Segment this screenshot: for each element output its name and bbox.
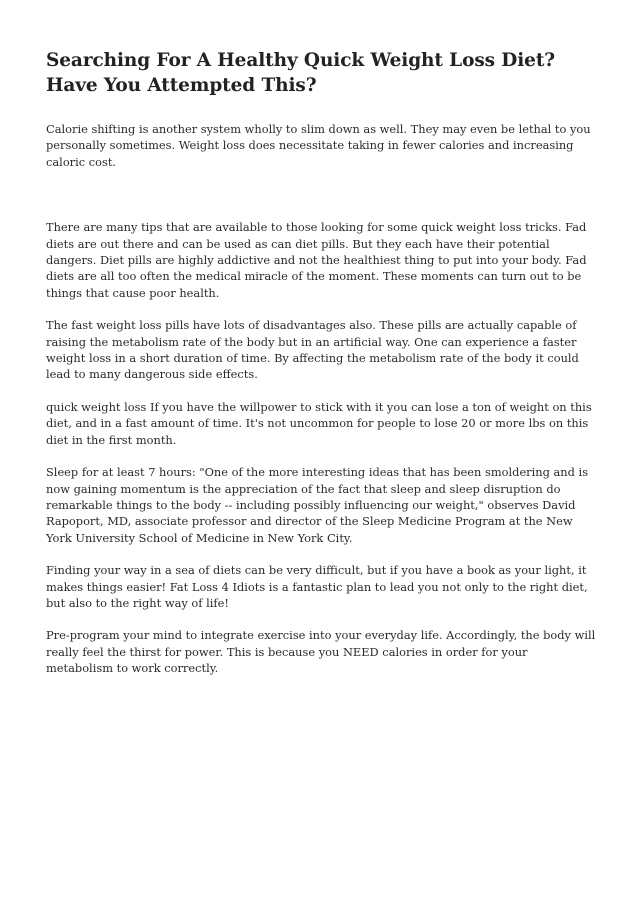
document-title: Searching For A Healthy Quick Weight Loss Diet? Have You Attempted This? [46, 50, 556, 96]
paragraph-pre-program: Pre-program your mind to integrate exercise into your everyday life. Accordingly, the body will really feel the thirst for power. This is because you NEED calories in order for your metabolism to work correctly. [46, 628, 596, 676]
document-page [46, 48, 598, 677]
paragraph-quick-tips: There are many tips that are available to those looking for some quick weight loss tricks. Fad diets are out there and can be used as can diet pills. But they each have their potential dangers. Diet pills are highly addictive and not the healthiest thing to put into your body. Fad diets are all too often the medical miracle of the moment. These moments can turn out to be things that cause poor health. [46, 220, 587, 300]
paragraph-sleep: Sleep for at least 7 hours: "One of the more interesting ideas that has been smoldering and is now gaining momentum is the appreciation of the fact that sleep and sleep disruption do remarkable things to the body -- including possibly influencing our weight," observes David Rapoport, MD, associate professor and director of the Sleep Medicine Program at the New York University School of Medicine in New York City. [46, 465, 589, 545]
paragraph-weight-loss-pills: The fast weight loss pills have lots of disadvantages also. These pills are actually capable of raising the metabolism rate of the body but in an artificial way. One can experience a faster weight loss in a short duration of time. By affecting the metabolism rate of the body it could lead to many dangerous side effects. [46, 318, 579, 382]
paragraph-calorie-shifting: Calorie shifting is another system wholly to slim down as well. They may even be lethal to you personally sometimes. Weight loss does necessitate taking in fewer calories and increasing caloric cost. [46, 122, 591, 169]
paragraph-willpower: quick weight loss If you have the willpower to stick with it you can lose a ton of weight on this diet, and in a fast amount of time. It's not uncommon for people to lose 20 or more lbs on this diet in the first month. [46, 399, 592, 447]
paragraph-finding-diets: Finding your way in a sea of diets can be very difficult, but if you have a book as your light, it makes things easier! Fat Loss 4 Idiots is a fantastic plan to lead you not only to the right diet, but also to the right way of life! [46, 563, 588, 610]
